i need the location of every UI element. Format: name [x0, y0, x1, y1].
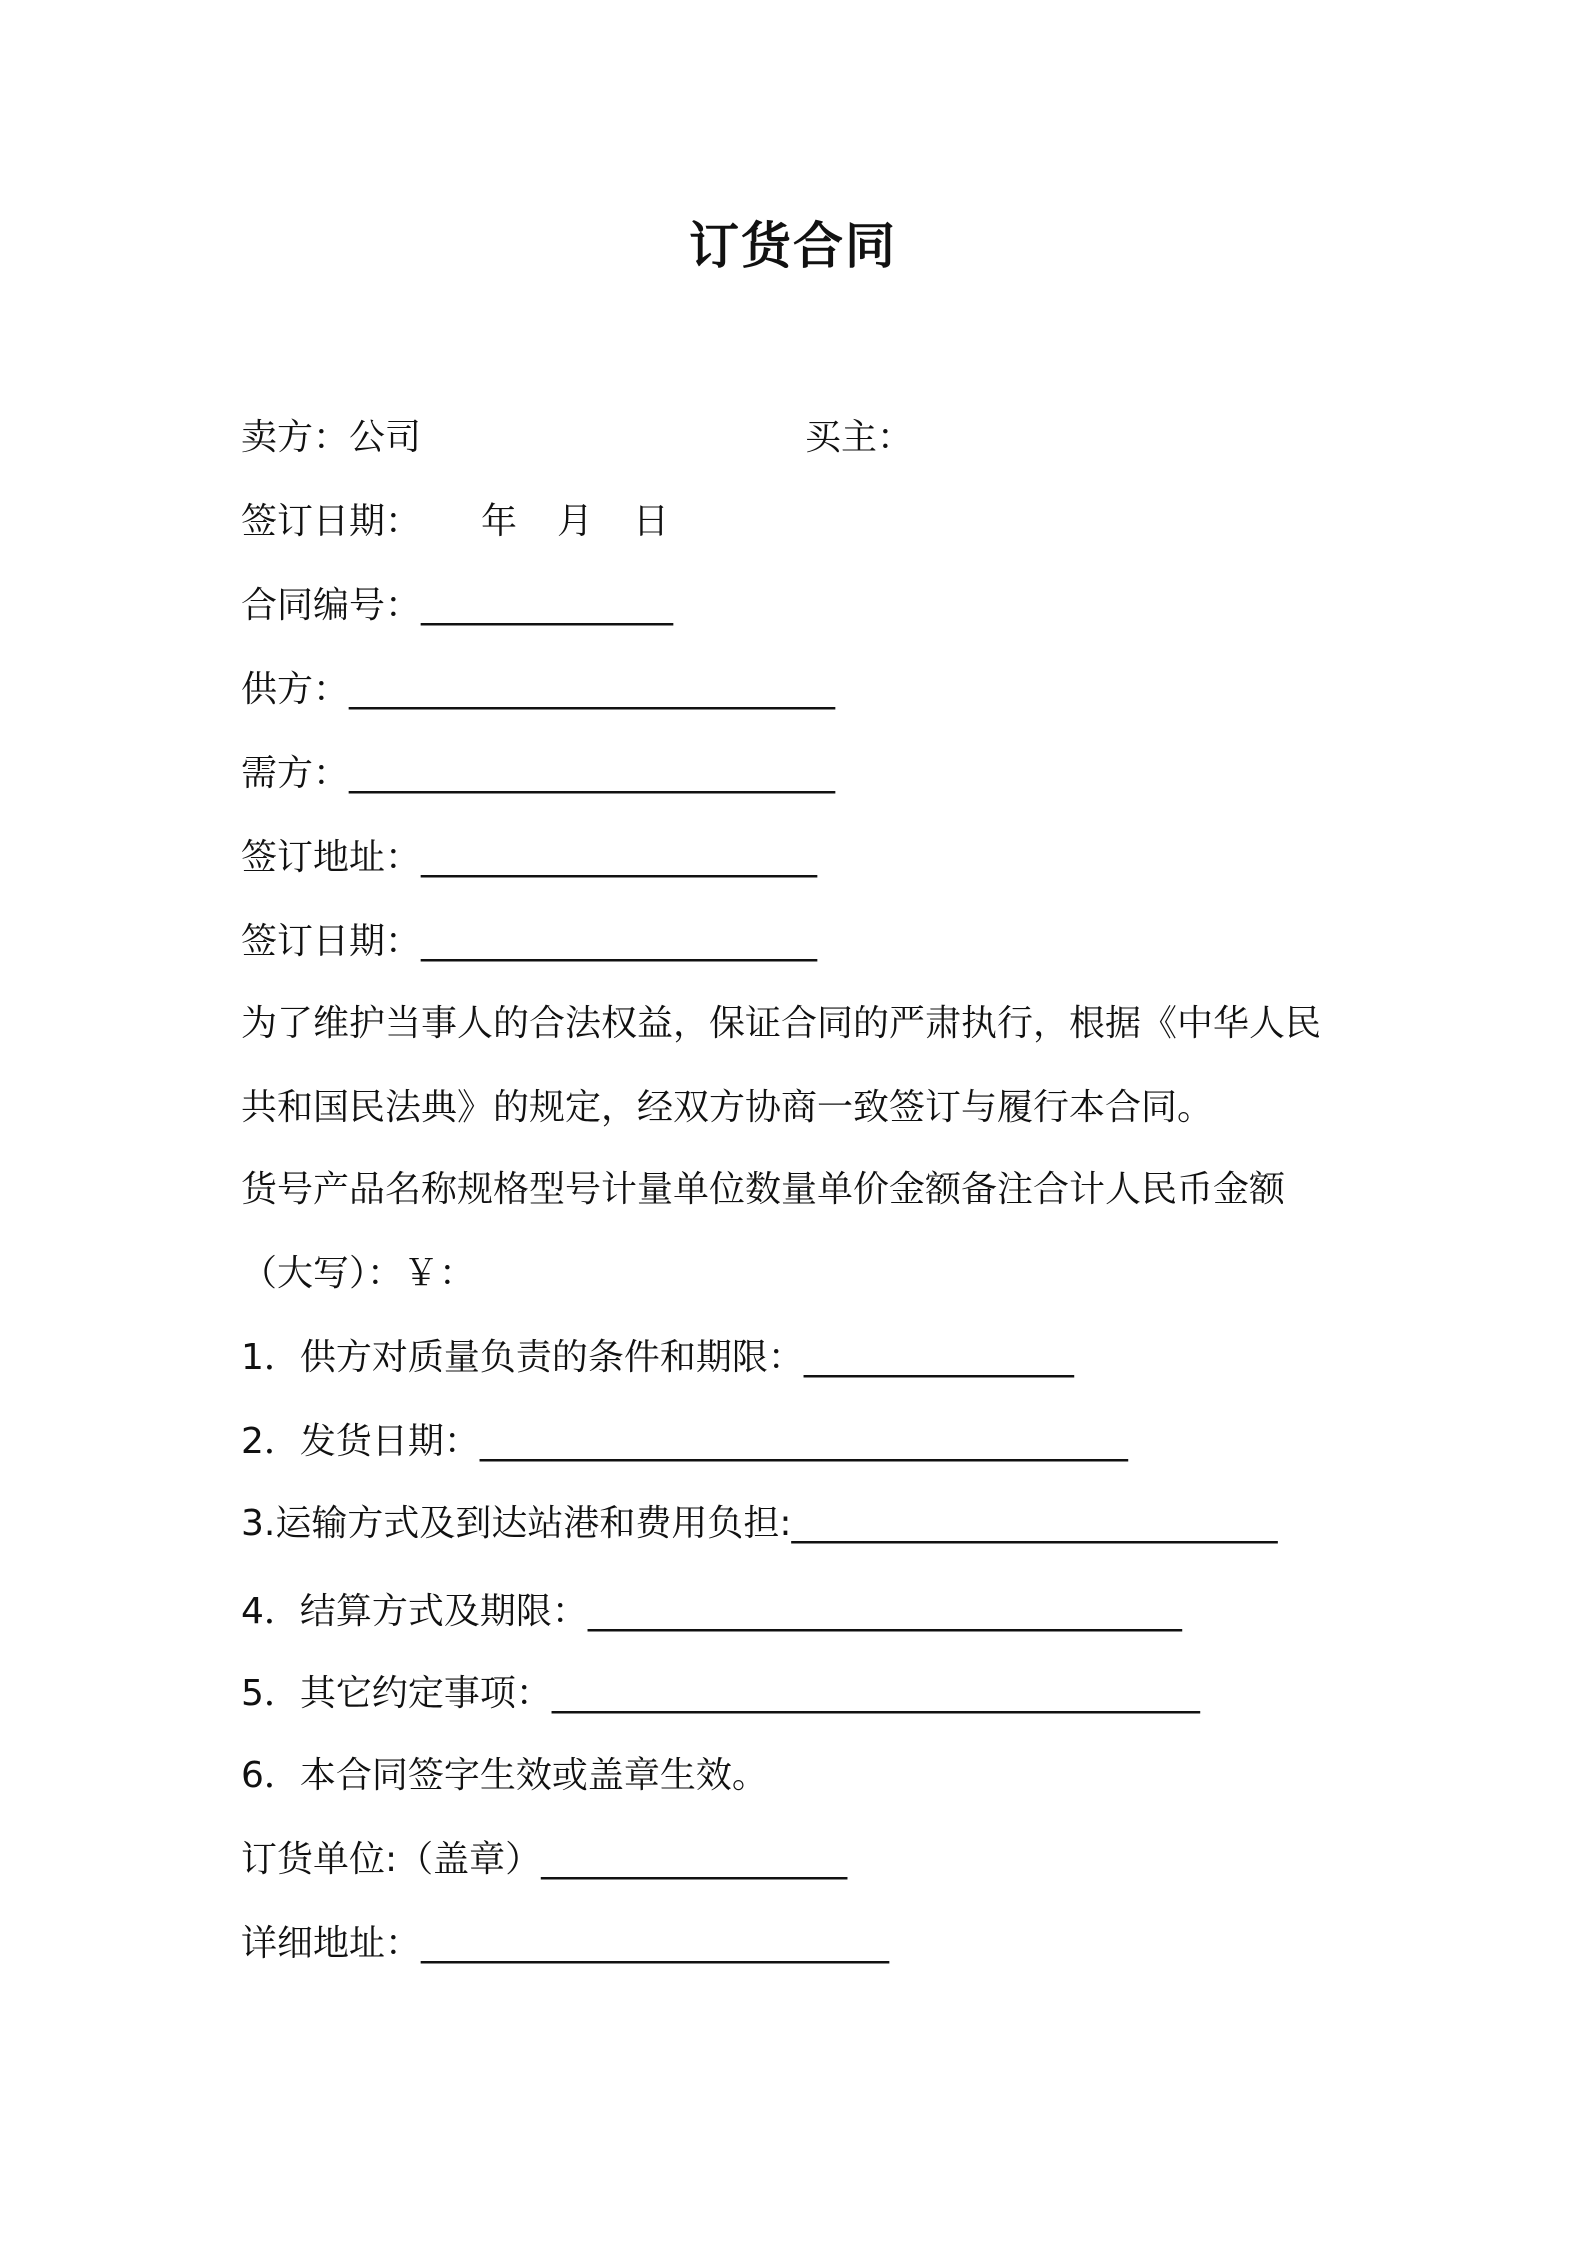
clause-5: 5．其它约定事项：____________________________________	[241, 1673, 1200, 1714]
seller-label: 卖方：公司	[241, 417, 422, 458]
demander-line: 需方：___________________________	[241, 753, 836, 794]
buyer-label: 买主：	[805, 417, 914, 458]
detail-address-line: 详细地址：__________________________	[241, 1923, 890, 1964]
sign-date-year: 年	[481, 501, 518, 542]
clause-2: 2．发货日期：____________________________________	[241, 1421, 1128, 1462]
sign-date-label: 签订日期：	[241, 501, 422, 542]
sign-date-day: 日	[633, 501, 670, 542]
clause-6: 6．本合同签字生效或盖章生效。	[241, 1755, 768, 1796]
order-unit-line: 订货单位:（盖章）_________________	[241, 1839, 848, 1880]
seller-line	[241, 414, 421, 462]
intro-paragraph-line-1: 为了维护当事人的合法权益，保证合同的严肃执行，根据《中华人民	[241, 1003, 1322, 1044]
supplier-line: 供方：___________________________	[241, 669, 836, 710]
intro-paragraph-line-2: 共和国民法典》的规定，经双方协商一致签订与履行本合同。	[241, 1087, 1214, 1128]
clause-1: 1．供方对质量负责的条件和期限：_______________	[241, 1337, 1074, 1378]
table-header-line: 货号产品名称规格型号计量单位数量单价金额备注合计人民币金额	[241, 1169, 1286, 1210]
sign-date-parts	[481, 501, 669, 542]
clause-4: 4．结算方式及期限：_________________________________	[241, 1591, 1182, 1632]
sign-date-line: 签订日期：______________________	[241, 921, 818, 962]
amount-in-words-line: （大写）：￥：	[241, 1253, 476, 1294]
contract-number-line: 合同编号：______________	[241, 585, 674, 626]
clause-3: 3.运输方式及到达站港和费用负担:___________________________	[241, 1503, 1278, 1544]
sign-address-line: 签订地址：______________________	[241, 837, 818, 878]
sign-date-header-line	[241, 498, 669, 546]
page-title: 订货合同	[689, 217, 897, 275]
sign-date-month: 月	[557, 501, 594, 542]
